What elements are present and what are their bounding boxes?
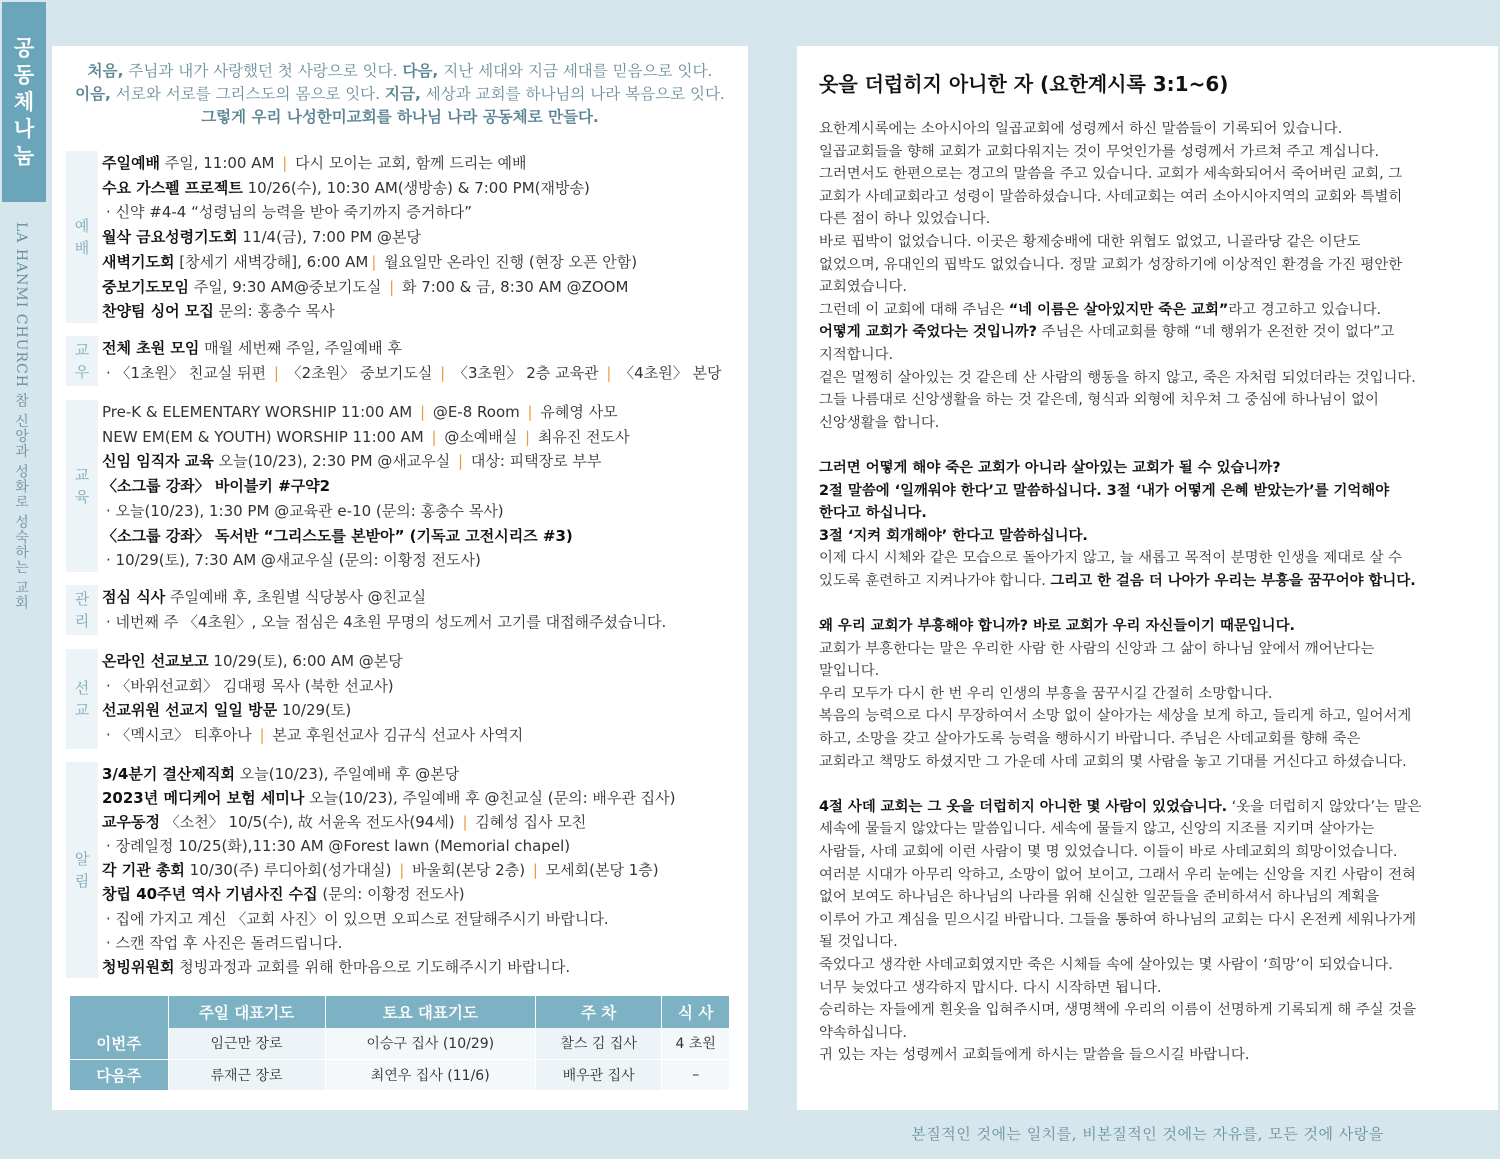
section-tag: 관 리 [66, 585, 98, 635]
sermon-article-panel [797, 46, 1498, 1110]
section-fellowship [66, 336, 746, 386]
section-mission [66, 649, 746, 749]
section-tag: 예 배 [66, 151, 98, 323]
section-body: 점심 식사 주일예배 후, 초원별 식당봉사 @친교실 · 네번째 주 〈4초원〉, 오늘 점심은 4초원 무명의 성도께서 고기를 대접해주셨습니다. [102, 588, 667, 631]
paragraph-bold: 왜 우리 교회가 부흥해야 합니까? 바로 교회가 우리 자신들이기 때문입니다. [819, 618, 1295, 635]
table-cell: 임근만 장로 [168, 1028, 325, 1059]
duty-roster-table [70, 996, 730, 1091]
paragraph: 어떻게 교회가 죽었다는 것입니까? 주님은 사데교회를 향해 “네 행위가 온전한 것이 없다”고 [819, 324, 1395, 341]
table-row [70, 1059, 730, 1090]
table-header: 식 사 [662, 996, 730, 1028]
paragraph: 요한계시록에는 소아시아의 일곱교회에 성령께서 하신 말씀들이 기록되어 있습니다. 일곱교회들을 향해 교회가 교회다워지는 것이 무엇인가를 성령께서 가르쳐 주고 계십니다. 그러면서도 한편으로는 경고의 말씀을 주고 있습니다. 교회가 세속화되어서 죽어버린 교회, 그 교회가 사데교회라고 성령이 말씀하셨습니다. 사데교회는 여러 소아시아지역의 교회와 특별히 다른 점이 하나 있었습니다. 바로 핍박이 없었습니다. 이곳은 황제숭배에 대한 위협도 없었고, 니골라당 같은 이단도 없었으며, 유대인의 핍박도 없었습니다. 정말 교회가 성장하기에 이상적인 환경을 가진 평안한 교회였습니다. [819, 121, 1403, 296]
article-body [819, 118, 1475, 1067]
paragraph: 교회가 부흥한다는 말은 우리한 사람 한 사람의 신앙과 그 삶이 하나님 앞에서 깨어난다는 말입니다. 우리 모두가 다시 한 번 우리 인생의 부흥을 꿈꾸시길 간절히 소망합니다. 복음의 능력으로 다시 무장하여서 소망 없이 살아가는 세상을 보게 하고, 들리게 하고, 일어서게 하고, 소망을 갖고 살아가도록 능력을 행하시기 바랍니다. 주님은 사데교회를 향해 죽은 교회라고 책망도 하셨지만 그 가운데 사데 교회의 몇 사람을 놓고 기대를 거신다고 하셨습니다. [819, 640, 1412, 770]
table-cell: 배우관 집사 [535, 1059, 662, 1090]
paragraph-line: 4절 사데 교회는 그 옷을 더럽히지 아니한 몇 사람이 있었습니다. ‘옷을 더럽히지 않았다’는 말은 [819, 798, 1422, 815]
table-header [70, 996, 168, 1028]
tag-char: 공 [13, 35, 35, 60]
section-body: Pre-K & ELEMENTARY WORSHIP 11:00 AM | @E-8 Room | 유혜영 사모 NEW EM(EM & YOUTH) WORSHIP 11:00 AM | @소예배실 | 최유진 전도사 신임 임직자 교육 오늘(10/23), 2:30 PM @새교우실 | 대상: 피택장로 부부 〈소그룹 강좌〉 바이블키 #구약2 · 오늘(10/23), 1:30 PM @교육관 e-10 (문의: 홍충수 목사) 〈소그룹 강좌〉 독서반 “그리스도를 본받아” (기독교 고전시리즈 #3) · 10/29(토), 7:30 AM @새교우실 (문의: 이황정 전도사) [102, 403, 630, 570]
church-name-vertical: LA HANMI CHURCH 참 신앙과 성화로 성숙하는 교회 [13, 222, 29, 611]
table-header: 주 차 [535, 996, 662, 1028]
section-tag: 교 우 [66, 336, 98, 386]
paragraph: 그런데 이 교회에 대해 주님은 “네 이름은 살아있지만 죽은 교회”라고 경고하고 있습니다. [819, 301, 1382, 318]
table-row-header: 이번주 [70, 1028, 168, 1059]
section-management [66, 585, 746, 635]
paragraph-bold: 그러면 어떻게 해야 죽은 교회가 아니라 살아있는 교회가 될 수 있습니까? 2절 말씀에 ‘일깨워야 한다’고 말씀하십니다. 3절 ‘내가 어떻게 은혜 받았는가’를 기억해야 한다고 하십니다. 3절 ‘지켜 회개해야’ 한다고 말씀하십니다. [819, 459, 1390, 544]
paragraph: 세속에 물들지 않았다는 말씀입니다. 세속에 물들지 않고, 신앙의 지조를 지키며 살아가는 사람들, 사데 교회에 이런 사람이 몇 명 있었습니다. 이들이 바로 사데교회의 희망이었습니다. 여러분 시대가 아무리 악하고, 소망이 없어 보이고, 그래서 우리 눈에는 신앙을 지킨 사람이 전혀 없어 보여도 하나님은 하나님의 나라를 위해 신실한 일꾼들을 준비하셔서 하나님의 계획을 이루어 가고 계심을 믿으시길 바랍니다. 그들을 통하여 하나님의 교회는 다시 온전케 세워나가게 될 것입니다. 죽었다고 생각한 사데교회였지만 죽은 시체들 속에 살아있는 몇 사람이 ‘희망’이 되었습니다. 너무 늦었다고 생각하지 맙시다. 다시 시작하면 됩니다. 승리하는 자들에게 흰옷을 입혀주시며, 생명책에 우리의 이름이 선명하게 기록되게 해 주실 것을 약속하십니다. 귀 있는 자는 성령께서 교회들에게 하시는 말씀을 들으시길 바랍니다. [819, 821, 1417, 1064]
section-tag: 알 림 [66, 762, 98, 978]
tag-char: 나 [13, 116, 35, 141]
table-cell: 찰스 김 집사 [535, 1028, 662, 1059]
section-body: 3/4분기 결산제직회 오늘(10/23), 주일예배 후 @본당 2023년 메디케어 보험 세미나 오늘(10/23), 주일예배 후 @친교실 (문의: 배우관 집사) 교우동정 〈소천〉 10/5(수), 故 서윤옥 전도사(94세) | 김혜성 집사 모친 · 장례일정 10/25(화),11:30 AM @Forest lawn (Memorial chapel) 각 기관 총회 10/30(주) 루디아회(성가대실) | 바울회(본당 2층) | 모세회(본당 1층) 창립 40주년 역사 기념사진 수집 (문의: 이황정 전도사) · 집에 가지고 계신 〈교회 사진〉이 있으면 오피스로 전달해주시기 바랍니다. · 스캔 작업 후 사진은 돌려드립니다. 청빙위원회 청빙과정과 교회를 위해 한마음으로 기도해주시기 바랍니다. [102, 765, 676, 976]
table-header: 주일 대표기도 [168, 996, 325, 1028]
section-body: 온라인 선교보고 10/29(토), 6:00 AM @본당 · 〈바위선교회〉 김대평 목사 (북한 선교사) 선교위원 선교지 일일 방문 10/29(토) · 〈멕시코〉 티후아나 | 본교 후원선교사 김규식 선교사 사역지 [102, 652, 524, 745]
section-education [66, 400, 746, 572]
section-notice [66, 762, 746, 978]
section-tag: 교 육 [66, 400, 98, 572]
table-header-row [70, 996, 730, 1028]
paragraph-line: 있도록 훈련하고 지켜나가야 합니다. 그리고 한 걸음 더 나아가 우리는 부흥을 꿈꾸어야 합니다. [819, 572, 1416, 589]
table-cell: 최연우 집사 (11/6) [325, 1059, 535, 1090]
paragraph-line: 이제 다시 시체와 같은 모습으로 돌아가지 않고, 늘 새롭고 목적이 분명한 인생을 제대로 살 수 [819, 550, 1402, 567]
community-sharing-tag [2, 2, 46, 202]
article-title: 옷을 더럽히지 아니한 자 (요한계시록 3:1~6) [819, 72, 1229, 96]
section-tag: 선 교 [66, 649, 98, 749]
table-row [70, 1028, 730, 1059]
tag-char: 눔 [13, 143, 35, 168]
table-row-header: 다음주 [70, 1059, 168, 1090]
table-cell: 4 초원 [662, 1028, 730, 1059]
church-motto: 본질적인 것에는 일치를, 비본질적인 것에는 자유를, 모든 것에 사랑을 [911, 1125, 1384, 1143]
paragraph: 겉은 멀쩡히 살아있는 것 같은데 산 사람의 행동을 하지 않고, 죽은 자처럼 되었더라는 것입니다. 그들 나름대로 신앙생활을 하는 것 같은데, 형식과 외형에 치우쳐 그 중심에 하나님이 없이 신앙생활을 합니다. [819, 369, 1416, 431]
intro-statement: 처음, 주님과 내가 사랑했던 첫 사랑으로 잇다. 다음, 지난 세대와 지금 세대를 믿음으로 잇다. 이음, 서로와 서로를 그리스도의 몸으로 잇다. 지금, 세상과 교회를 하나님의 나라 복음으로 잇다. 그렇게 우리 나성한미교회를 하나님 나라 공동체로 만들다. [75, 62, 725, 126]
section-body: 주일예배 주일, 11:00 AM | 다시 모이는 교회, 함께 드리는 예배 수요 가스펠 프로젝트 10/26(수), 10:30 AM(생방송) & 7:00 PM(재방송) · 신약 #4-4 “성령님의 능력을 받아 죽기까지 증거하다” 월삭 금요성령기도회 11/4(금), 7:00 PM @본당 새벽기도회 [창세기 새벽강해], 6:00 AM | 월요일만 온라인 진행 (현장 오픈 안함) 중보기도모임 주일, 9:30 AM@중보기도실 | 화 7:00 & 금, 8:30 AM @ZOOM 찬양팀 싱어 모집 문의: 홍충수 목사 [102, 154, 638, 321]
table-cell: 류재근 장로 [168, 1059, 325, 1090]
table-cell: – [662, 1059, 730, 1090]
paragraph-line: 지적합니다. [819, 346, 894, 363]
announcements-panel [52, 46, 748, 1110]
tag-char: 동 [13, 62, 35, 87]
section-worship [66, 151, 746, 323]
table-cell: 이승구 집사 (10/29) [325, 1028, 535, 1059]
table-header: 토요 대표기도 [325, 996, 535, 1028]
tag-char: 체 [13, 89, 35, 114]
sidebar-strip [0, 0, 46, 1159]
section-body: 전체 초원 모임 매월 세번째 주일, 주일예배 후 · 〈1초원〉 친교실 뒤편 | 〈2초원〉 중보기도실 | 〈3초원〉 2층 교육관 | 〈4초원〉 본당 [102, 339, 722, 382]
